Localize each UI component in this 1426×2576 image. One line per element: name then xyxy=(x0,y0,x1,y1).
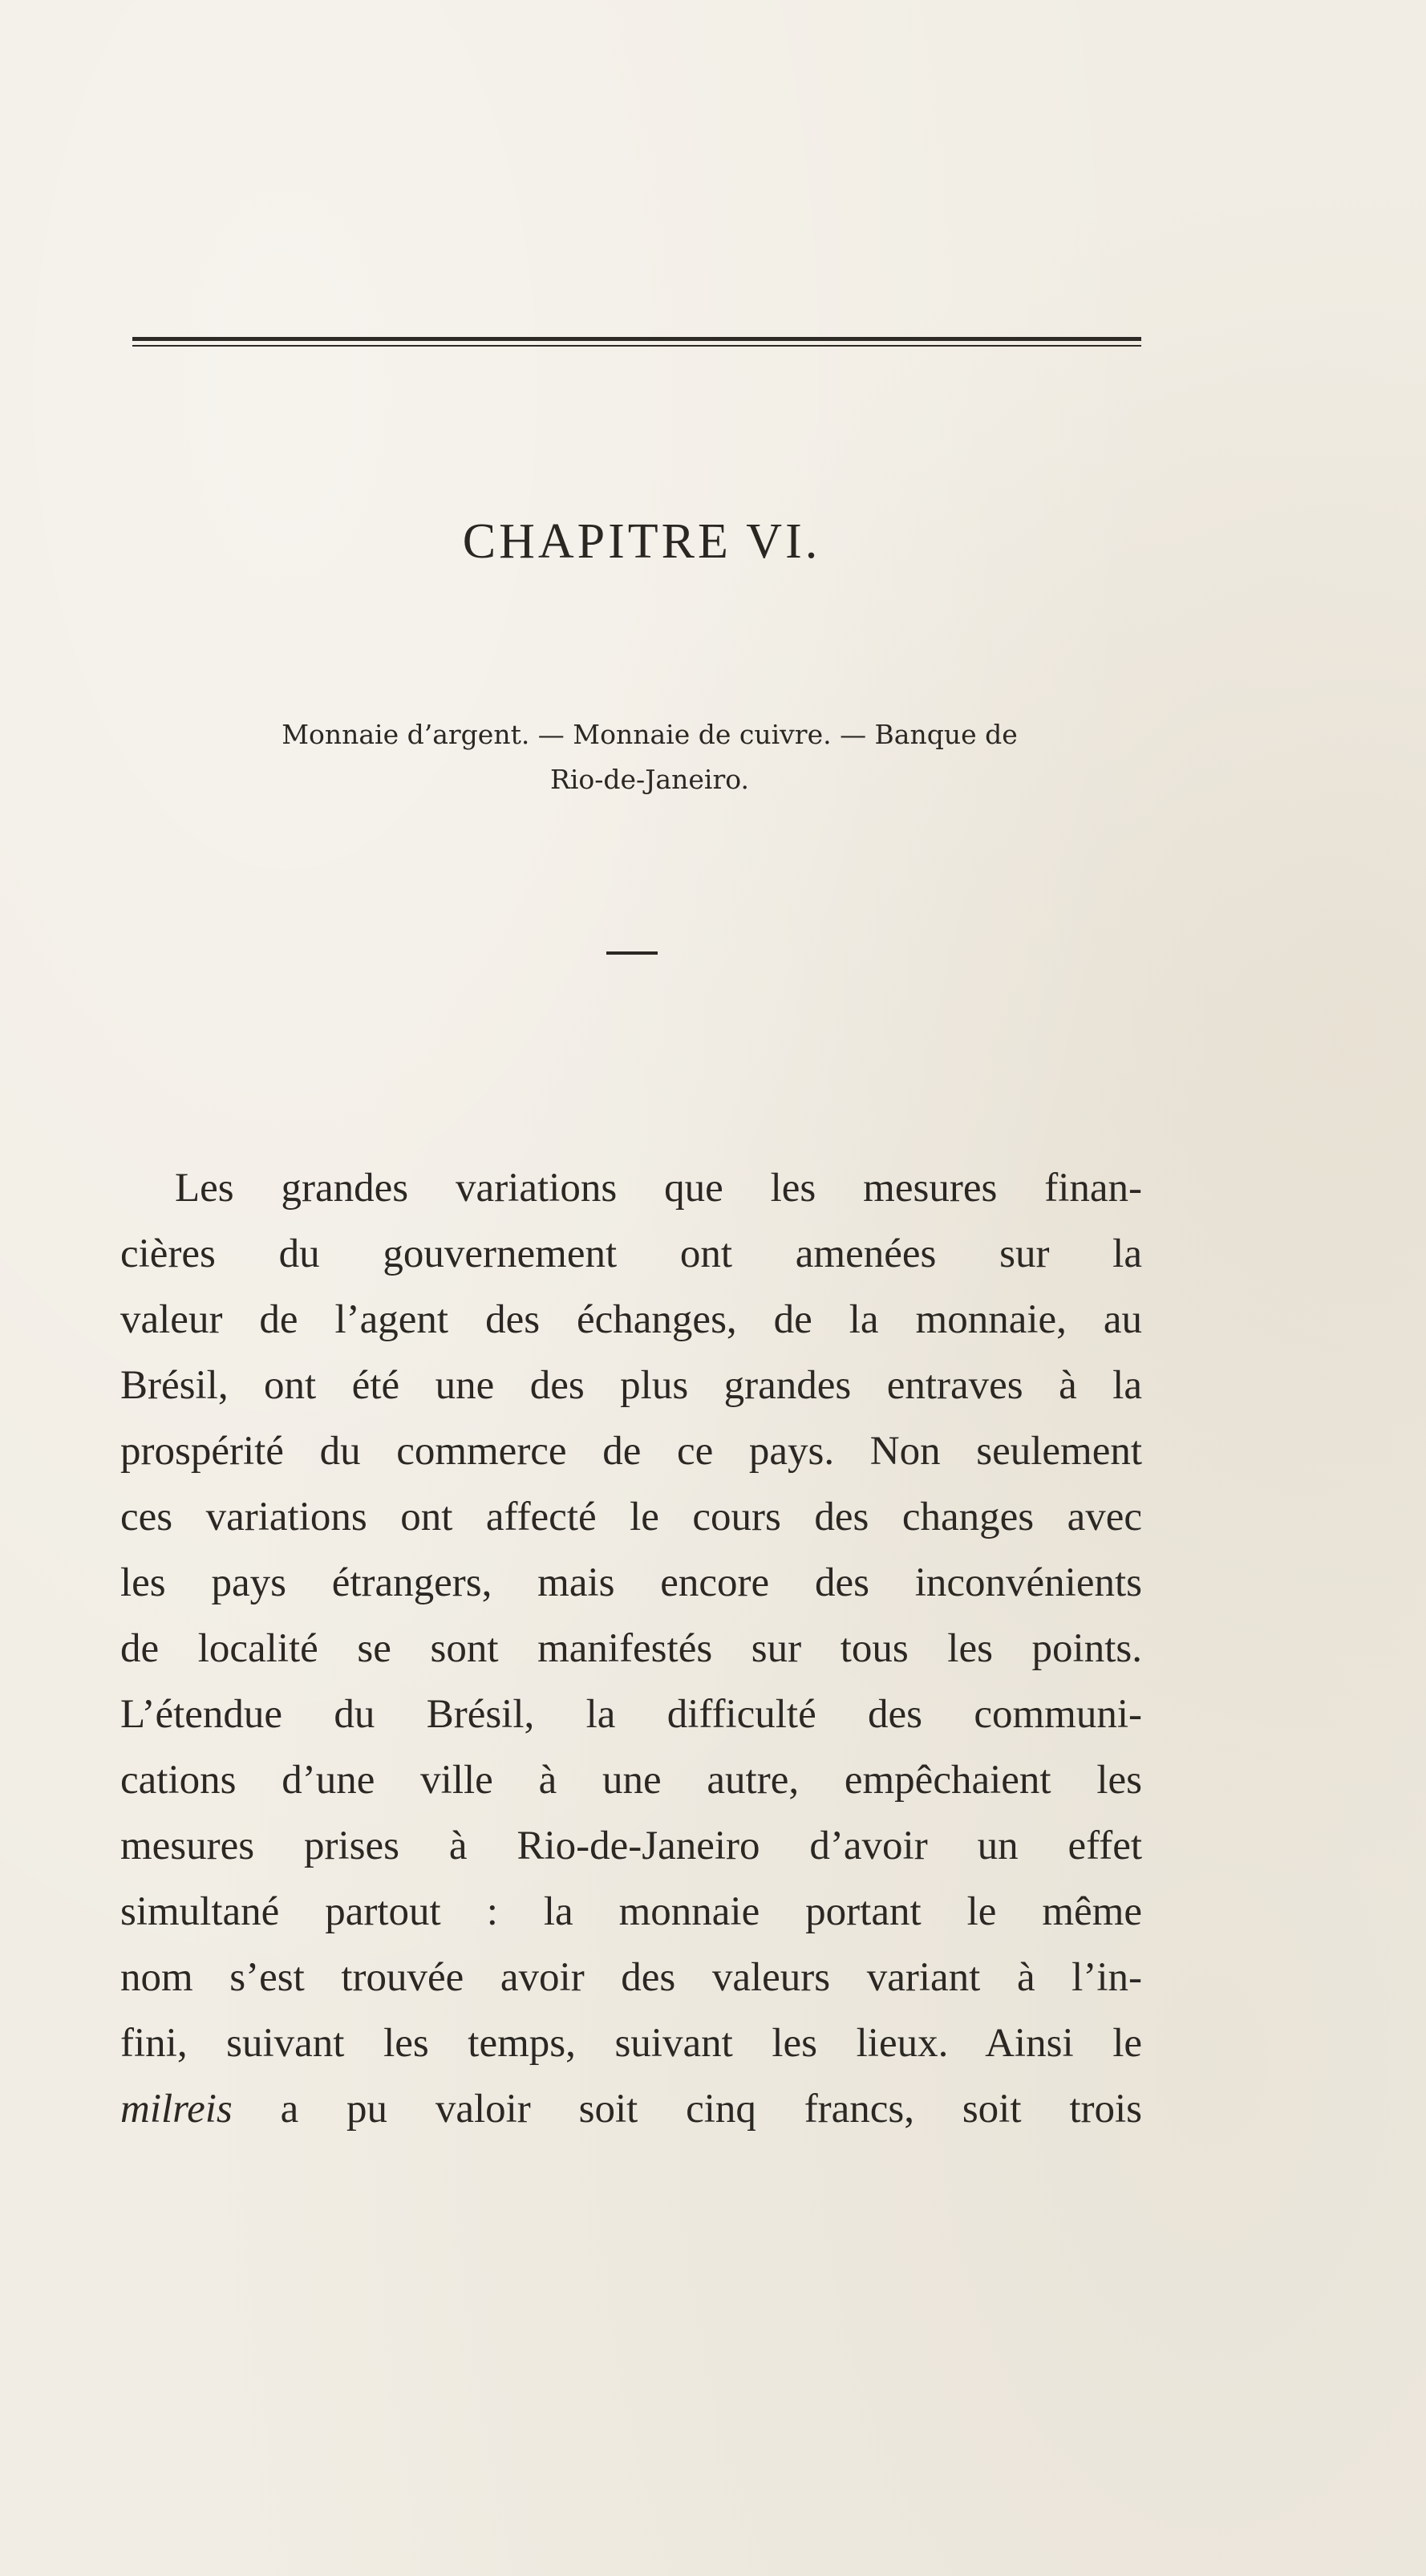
body-line: L’étendue du Brésil, la difficulté des communi- xyxy=(120,1692,1142,1737)
body-line-last xyxy=(120,2076,1142,2142)
body-line: simultané partout : la monnaie portant le même xyxy=(120,1889,1142,1934)
chapter-summary-line-2: Rio-de-Janeiro. xyxy=(549,764,749,795)
body-line: ces variations ont affecté le cours des changes avec xyxy=(120,1495,1142,1540)
body-line: valeur de l’agent des échanges, de la monnaie, au xyxy=(120,1297,1142,1342)
body-line: Brésil, ont été une des plus grandes entraves à la xyxy=(120,1363,1142,1408)
chapter-title: CHAPITRE VI. xyxy=(462,514,821,569)
body-line-last-rest: a pu valoir soit cinq francs, soit trois xyxy=(232,2087,1142,2132)
body-line: cations d’une ville à une autre, empêchaient les xyxy=(120,1758,1142,1803)
chapter-summary xyxy=(160,712,1139,802)
body-line: Les grandes variations que les mesures finan- xyxy=(175,1166,1142,1211)
header-double-rule xyxy=(132,337,1141,348)
section-separator-dash xyxy=(606,951,658,955)
body-line: mesures prises à Rio-de-Janeiro d’avoir un effet xyxy=(120,1823,1142,1868)
body-line: de localité se sont manifestés sur tous les points. xyxy=(120,1626,1142,1671)
body-line: nom s’est trouvée avoir des valeurs variant à l’in- xyxy=(120,1955,1142,2000)
chapter-summary-line-1: Monnaie d’argent. — Monnaie de cuivre. — Banque de xyxy=(282,719,1018,750)
body-line: cières du gouvernement ont amenées sur la xyxy=(120,1231,1142,1276)
italic-term: milreis xyxy=(120,2087,233,2132)
body-paragraph xyxy=(120,1155,1142,2142)
header-rule-thick xyxy=(132,337,1141,341)
body-line: prospérité du commerce de ce pays. Non seulement xyxy=(120,1429,1142,1474)
header-rule-thin xyxy=(132,345,1141,347)
body-line: les pays étrangers, mais encore des inconvénients xyxy=(120,1560,1142,1605)
body-line: fini, suivant les temps, suivant les lieux. Ainsi le xyxy=(120,2021,1142,2066)
